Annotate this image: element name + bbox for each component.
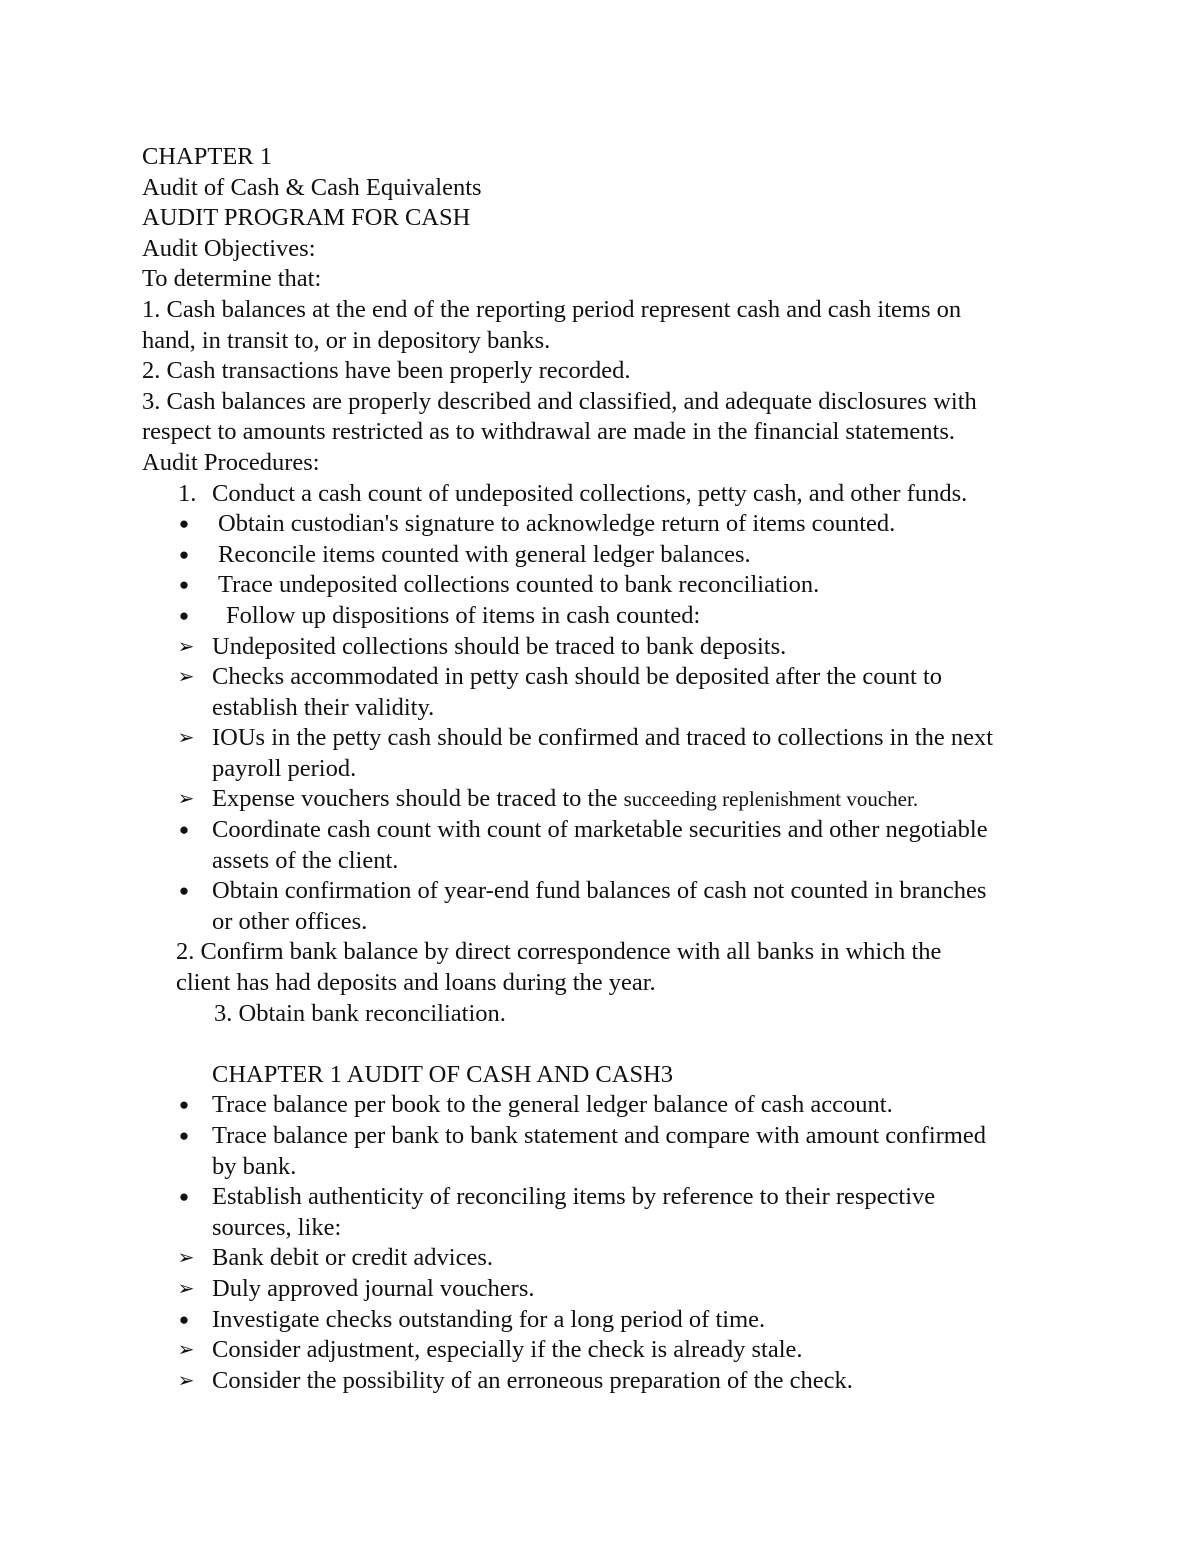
arrow-bullet-icon: ➢: [177, 1247, 195, 1270]
list-item-text: Investigate checks outstanding for a long period of time.: [212, 1305, 766, 1333]
objective-1-line1: 1. Cash balances at the end of the reporting period represent cash and cash items on: [142, 295, 962, 323]
list-item-text: IOUs in the petty cash should be confirmed and traced to collections in the next: [212, 724, 994, 752]
list-item-text: Trace undeposited collections counted to bank reconciliation.: [218, 571, 820, 599]
list-item: [142, 1274, 1102, 1305]
procedure-3: 3. Obtain bank reconciliation.: [214, 999, 506, 1027]
list-item: [142, 815, 1102, 846]
objective-3-line1: 3. Cash balances are properly described and classified, and adequate disclosures with: [142, 387, 977, 415]
procedure-1-text: Conduct a cash count of undeposited collections, petty cash, and other funds.: [212, 479, 968, 507]
list-item-continuation: by bank.: [212, 1152, 297, 1180]
list-item-text: Establish authenticity of reconciling items by reference to their respective: [212, 1183, 936, 1211]
list-item: [142, 723, 1102, 754]
list-item: [142, 876, 1102, 907]
list-item-text: Expense vouchers should be traced to the: [212, 785, 624, 813]
list-item-text: Consider adjustment, especially if the check is already stale.: [212, 1336, 803, 1364]
bullet-icon: ●: [178, 1126, 190, 1145]
list-item-continuation: sources, like:: [212, 1213, 342, 1241]
procedures-heading: Audit Procedures:: [142, 448, 320, 476]
section-heading: CHAPTER 1 AUDIT OF CASH AND CASH3: [212, 1060, 674, 1088]
list-item: [142, 1366, 1102, 1397]
list-item-text: Trace balance per book to the general ledger balance of cash account.: [212, 1091, 893, 1119]
objective-3-line2: respect to amounts restricted as to withdrawal are made in the financial statements.: [142, 418, 955, 446]
list-item-continuation: assets of the client.: [212, 846, 399, 874]
list-item: [142, 1121, 1102, 1152]
bullet-icon: ●: [178, 544, 190, 564]
bullet-icon: ●: [178, 575, 190, 595]
bullet-icon: ●: [178, 605, 190, 625]
arrow-bullet-icon: ➢: [177, 1277, 195, 1300]
list-item-text-small: succeeding replenishment voucher.: [623, 787, 919, 812]
arrow-bullet-icon: ➢: [177, 727, 195, 750]
bullet-icon: ●: [178, 514, 190, 534]
list-item-text: Obtain confirmation of year-end fund balances of cash not counted in branches: [212, 877, 987, 905]
list-item: [142, 601, 1102, 632]
list-item-text: Trace balance per bank to bank statement and compare with amount confirmed: [212, 1122, 986, 1149]
bullet-icon: ●: [178, 1095, 190, 1115]
bullet-icon: ●: [178, 881, 190, 901]
list-item: [142, 1090, 1102, 1121]
procedure-number: 1.: [178, 479, 197, 507]
list-item-text: Consider the possibility of an erroneous preparation of the check.: [212, 1366, 853, 1394]
arrow-bullet-icon: ➢: [177, 1339, 195, 1362]
procedure-2-line2: client has had deposits and loans during the year.: [176, 969, 656, 997]
list-item: [142, 632, 1102, 663]
list-item-continuation: payroll period.: [212, 754, 357, 782]
bullet-icon: ●: [178, 1309, 190, 1329]
list-item-text: Duly approved journal vouchers.: [212, 1274, 535, 1302]
objectives-heading: Audit Objectives:: [142, 234, 316, 262]
document-body: [142, 142, 1102, 1396]
list-item-text: Obtain custodian's signature to acknowledge return of items counted.: [218, 510, 896, 538]
chapter-title: CHAPTER 1: [142, 143, 273, 170]
list-item: [142, 662, 1102, 693]
objectives-intro: To determine that:: [142, 265, 322, 293]
list-item-text: Reconcile items counted with general ledger balances.: [218, 540, 751, 568]
list-item-continuation: establish their validity.: [212, 693, 435, 721]
list-item: [142, 540, 1102, 571]
procedure-1: [142, 479, 1102, 510]
procedure-2-line1: 2. Confirm bank balance by direct correspondence with all banks in which the: [176, 938, 942, 966]
list-item: [142, 1305, 1102, 1336]
bullet-icon: ●: [178, 820, 190, 840]
list-item: [142, 1335, 1102, 1366]
arrow-bullet-icon: ➢: [177, 788, 195, 811]
blank-line: [142, 1029, 1102, 1060]
list-item: [142, 1243, 1102, 1274]
list-item: [142, 509, 1102, 540]
arrow-bullet-icon: ➢: [177, 635, 195, 658]
list-item: [142, 1182, 1102, 1213]
list-item-text: Undeposited collections should be traced to bank deposits.: [212, 632, 787, 660]
list-item: [142, 784, 1102, 815]
list-item: [142, 570, 1102, 601]
chapter-subtitle: Audit of Cash & Cash Equivalents: [142, 173, 482, 201]
objective-1-line2: hand, in transit to, or in depository banks.: [142, 326, 551, 354]
list-item-text: Follow up dispositions of items in cash counted:: [226, 601, 701, 629]
program-title: AUDIT PROGRAM FOR CASH: [142, 204, 471, 232]
objective-2: 2. Cash transactions have been properly recorded.: [142, 357, 631, 385]
bullet-icon: ●: [178, 1187, 190, 1207]
arrow-bullet-icon: ➢: [177, 1369, 195, 1392]
list-item-continuation: or other offices.: [212, 907, 368, 935]
list-item-text: Coordinate cash count with count of marketable securities and other negotiable: [212, 816, 988, 844]
arrow-bullet-icon: ➢: [177, 666, 195, 689]
list-item-text: Bank debit or credit advices.: [212, 1244, 493, 1272]
list-item-text: Checks accommodated in petty cash should be deposited after the count to: [212, 663, 943, 691]
